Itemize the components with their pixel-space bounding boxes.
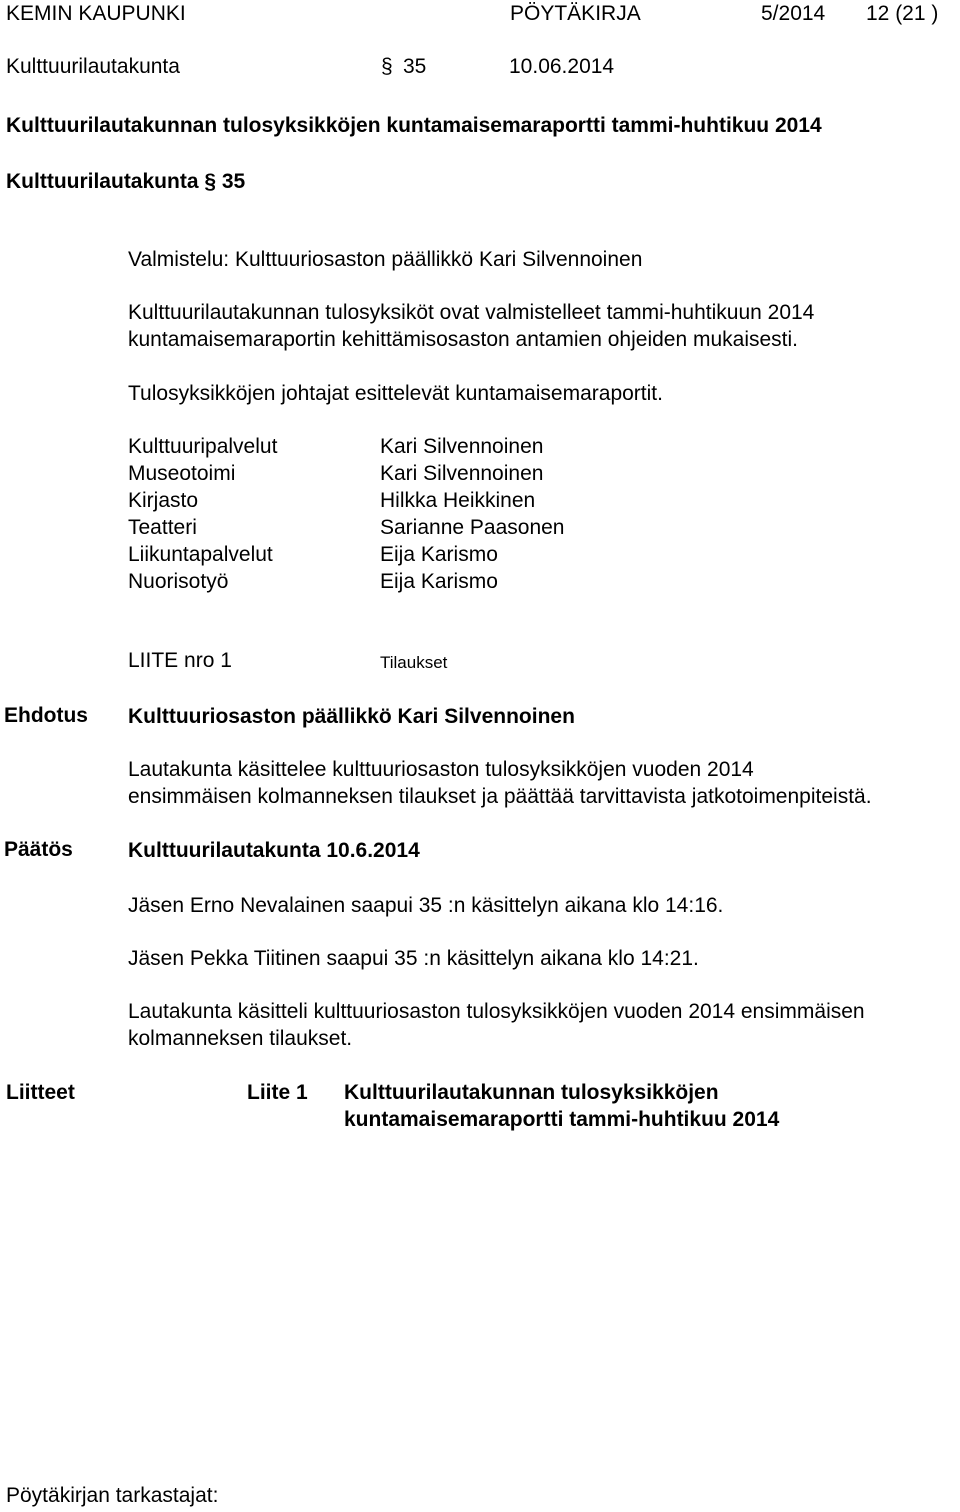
attachment-reference-name: Tilaukset — [380, 653, 448, 672]
unit-head: Eija Karismo — [380, 570, 498, 593]
decision-note-2: Jäsen Pekka Tiitinen saapui 35 :n käsittelyn aikana klo 14:21. — [128, 947, 699, 970]
reviewers-label: Pöytäkirjan tarkastajat: — [6, 1484, 219, 1507]
unit-head-list — [380, 433, 564, 595]
unit-name: Nuorisotyö — [128, 570, 229, 593]
unit-head: Hilkka Heikkinen — [380, 489, 536, 512]
decision-label: Päätös — [4, 838, 73, 861]
attachments-label: Liitteet — [6, 1081, 75, 1104]
unit-head: Eija Karismo — [380, 543, 498, 566]
proposal-label: Ehdotus — [4, 704, 88, 727]
proposal-text-line-2: ensimmäisen kolmanneksen tilaukset ja päättää tarvittavista jatkotoimenpiteistä. — [128, 785, 872, 808]
preparer-line: Valmistelu: Kulttuuriosaston päällikkö Kari Silvennoinen — [128, 248, 643, 271]
attachment-item-title-line-1: Kulttuurilautakunnan tulosyksikköjen — [344, 1081, 719, 1104]
decision-text-line-1: Lautakunta käsitteli kulttuuriosaston tulosyksikköjen vuoden 2014 ensimmäisen — [128, 1000, 865, 1023]
attachment-reference-label: LIITE nro 1 — [128, 649, 232, 672]
attachment-item-title-line-2: kuntamaisemaraportti tammi-huhtikuu 2014 — [344, 1108, 780, 1131]
intro-paragraph-line-2: kuntamaisemaraportin kehittämisosaston antamien ohjeiden mukaisesti. — [128, 328, 799, 351]
meeting-date: 10.06.2014 — [509, 55, 615, 78]
decision-text-line-2: kolmanneksen tilaukset. — [128, 1027, 353, 1050]
proposal-presenter: Kulttuuriosaston päällikkö Kari Silvennoinen — [128, 705, 575, 728]
section-heading — [6, 169, 245, 195]
section-heading-symbol: § — [204, 170, 217, 193]
section-heading-body: Kulttuurilautakunta — [6, 170, 199, 193]
unit-name: Teatteri — [128, 516, 197, 539]
document-number: 5/2014 — [761, 2, 826, 25]
unit-list — [128, 433, 277, 595]
intro-paragraph-line-1: Kulttuurilautakunnan tulosyksiköt ovat valmistelleet tammi-huhtikuun 2014 — [128, 301, 815, 324]
attachment-item-label: Liite 1 — [247, 1081, 308, 1104]
unit-name: Kirjasto — [128, 489, 199, 512]
intro-paragraph-2: Tulosyksikköjen johtajat esittelevät kuntamaisemaraportit. — [128, 382, 663, 405]
decision-heading: Kulttuurilautakunta 10.6.2014 — [128, 839, 420, 862]
page-title: Kulttuurilautakunnan tulosyksikköjen kuntamaisemaraportti tammi-huhtikuu 2014 — [6, 114, 822, 137]
organization-name: KEMIN KAUPUNKI — [6, 2, 186, 25]
unit-name: Liikuntapalvelut — [128, 543, 273, 566]
unit-head: Sarianne Paasonen — [380, 516, 565, 539]
unit-name: Kulttuuripalvelut — [128, 435, 278, 458]
section-number: 35 — [403, 55, 427, 78]
unit-head: Kari Silvennoinen — [380, 462, 544, 485]
unit-name: Museotoimi — [128, 462, 236, 485]
committee-name: Kulttuurilautakunta — [6, 55, 180, 78]
section-heading-number: 35 — [221, 170, 246, 193]
section-symbol: § — [381, 55, 393, 78]
document-type: PÖYTÄKIRJA — [510, 2, 641, 25]
decision-note-1: Jäsen Erno Nevalainen saapui 35 :n käsittelyn aikana klo 14:16. — [128, 894, 724, 917]
proposal-text-line-1: Lautakunta käsittelee kulttuuriosaston tulosyksikköjen vuoden 2014 — [128, 758, 754, 781]
page-number: 12 (21 ) — [866, 2, 939, 25]
unit-head: Kari Silvennoinen — [380, 435, 544, 458]
